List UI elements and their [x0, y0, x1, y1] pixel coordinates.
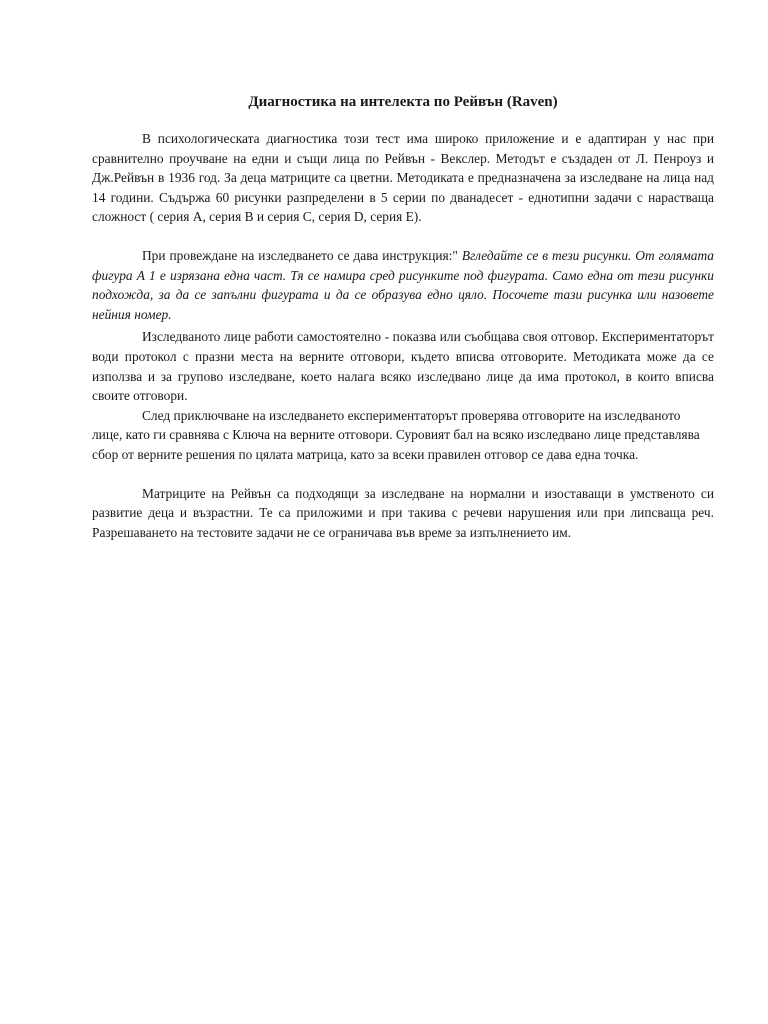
paragraph-applicability: Матриците на Рейвън са подходящи за изследване на нормални и изоставащи в умственото си развитие деца и възрастни. Те са приложими и при такива с речеви нарушения или при липсваща реч. Разрешаването на тестовите задачи не се ограничава във време за изпълнението им.: [92, 485, 714, 540]
paragraph-intro: В психологическата диагностика този тест има широко приложение и е адаптиран у нас при сравнително проучване на едни и същи лица по Рейвън - Векслер. Методът е създаден от Л. Пенроуз и Дж.Рейвън в 1936 год. За деца матриците са цветни. Методиката е предназначена за изследване на лица над 14 години. Съдържа 60 рисунки разпределени в 5 серии по дванадесет - еднотипни задачи с нарастваща сложност ( серия А, серия В и серия С, серия D, серия Е).: [92, 131, 714, 225]
spacer: [92, 227, 714, 246]
paragraph-procedure: Изследваното лице работи самостоятелно - показва или съобщава своя отговор. Експериментаторът води протокол с празни места на верните отговори, където вписва отговорите. Методиката може да се използва и за групово изследване, което налага всяко изследвано лице да има протокол, в които вписва своите отговори.: [92, 329, 714, 404]
paragraph-scoring: След приключване на изследването експериментаторът проверява отговорите на изследваното лице, като ги сравнява с Ключа на верните отговори. Суровият бал на всяко изследвано лице представлява сбор от верните решения по цялата матрица, като за всеки правилен отговор се дава една точка.: [92, 407, 700, 462]
instruction-lead-text: При провеждане на изследването се дава инструкция:": [142, 247, 462, 263]
instruction-quote: Вгледайте се в тези рисунки. От голямата фигура А 1 е изрязана една част. Тя се намира сред рисунките под фигурата. Само една от тези рисунки подхожда, за да се запълни фигурата и да се образува едно цяло. Посочете тази рисунка или назовете нейния номер.: [92, 247, 714, 322]
document-title: Диагностика на интелекта по Рейвън (Raven): [248, 94, 558, 110]
spacer: [92, 465, 714, 484]
document-body: [92, 92, 714, 542]
paragraph-instruction: [92, 246, 714, 324]
